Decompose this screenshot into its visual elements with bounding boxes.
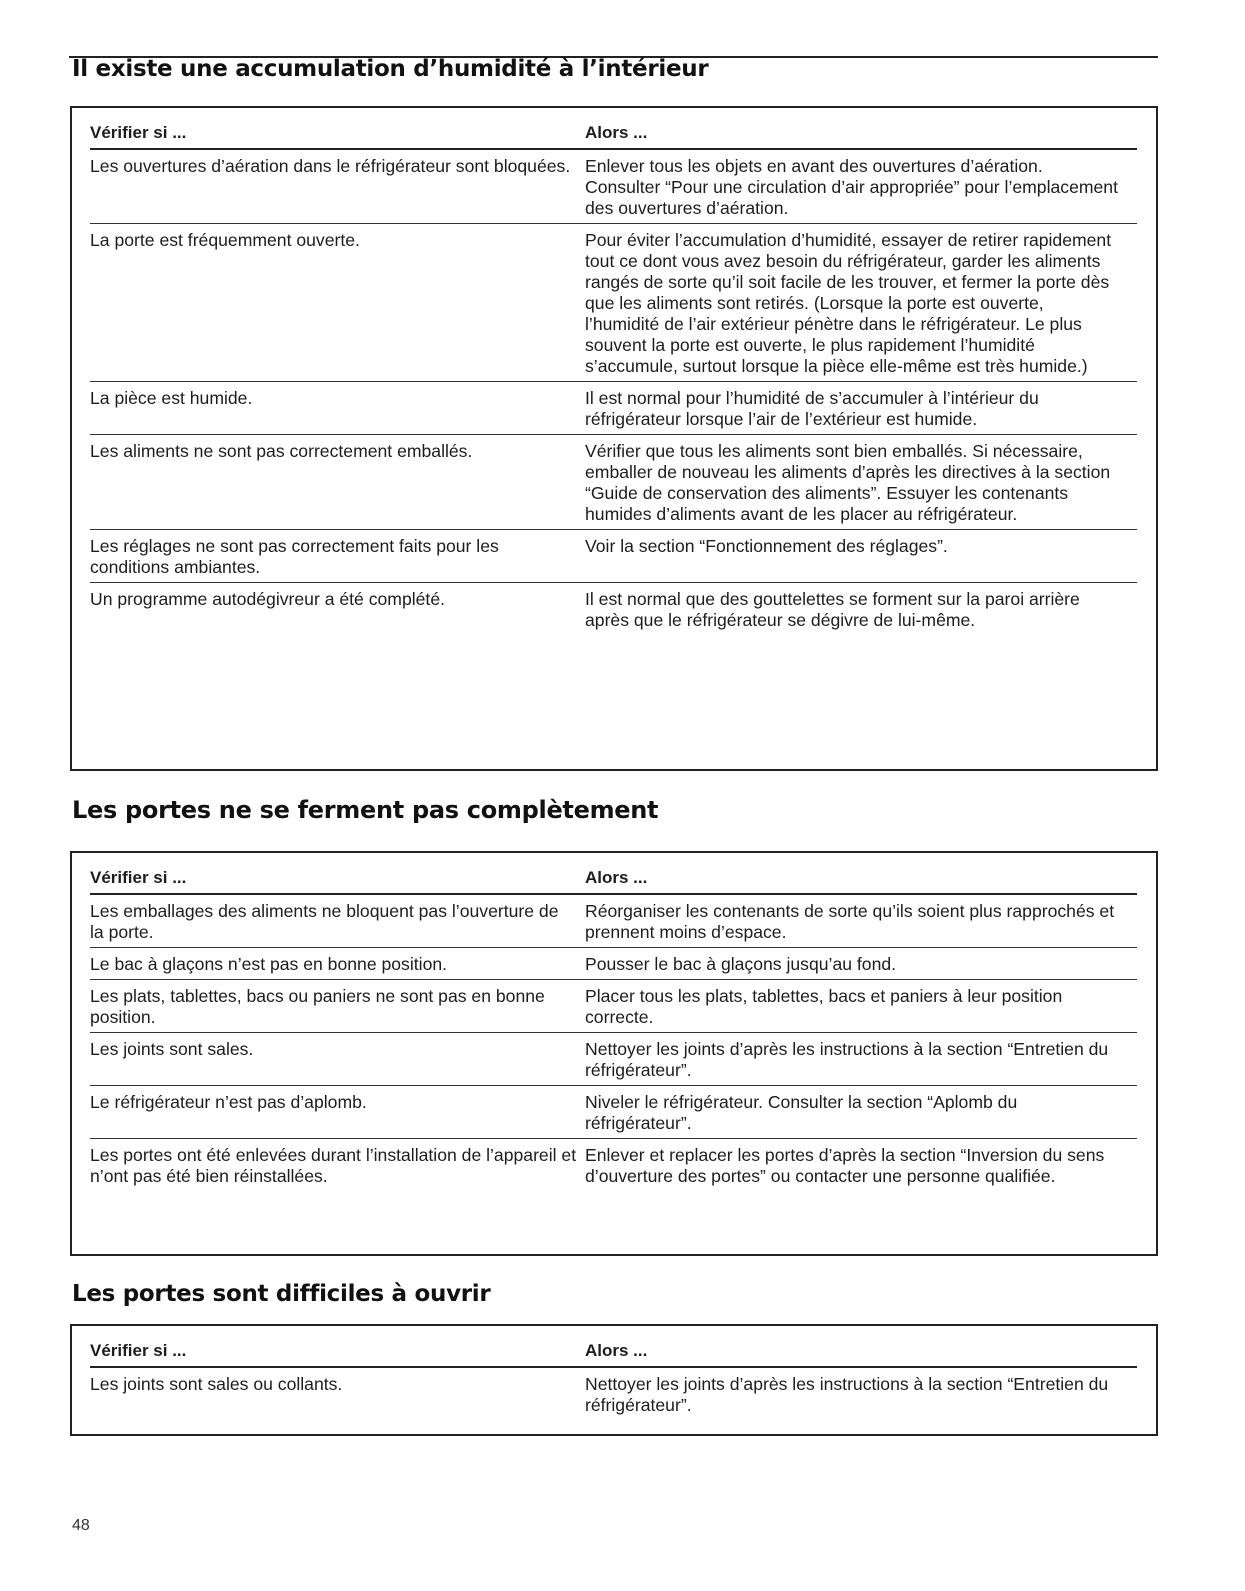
table-row: [90, 1139, 1137, 1191]
page-number: 48: [72, 1517, 90, 1534]
solution-cell: Placer tous les plats, tablettes, bacs et paniers à leur position correcte.: [585, 986, 1063, 1027]
solution-cell: Il est normal pour l’humidité de s’accumuler à l’intérieur du réfrigérateur lorsque l’air de l’extérieur est humide.: [585, 388, 1039, 429]
table-moisture: [70, 106, 1158, 771]
check-cell: Les joints sont sales.: [90, 1039, 254, 1059]
check-cell: Le réfrigérateur n’est pas d’aplomb.: [90, 1092, 367, 1112]
check-cell: La porte est fréquemment ouverte.: [90, 230, 360, 250]
check-cell: Le bac à glaçons n’est pas en bonne position.: [90, 954, 448, 974]
solution-cell: Il est normal que des gouttelettes se forment sur la paroi arrière après que le réfrigérateur se dégivre de lui-même.: [585, 589, 1080, 630]
table-header: [90, 861, 1137, 895]
header-then: Alors ...: [585, 1341, 648, 1360]
solution-cell: Réorganiser les contenants de sorte qu’ils soient plus rapprochés et prennent moins d’espace.: [585, 901, 1115, 942]
table-doors-not-closing: [70, 851, 1158, 1256]
section-title-moisture: Il existe une accumulation d’humidité à l’intérieur: [72, 56, 709, 82]
table-body: [90, 1368, 1137, 1420]
check-cell: Les joints sont sales ou collants.: [90, 1374, 343, 1394]
solution-cell: Pousser le bac à glaçons jusqu’au fond.: [585, 954, 897, 974]
troubleshooting-table: [90, 861, 1137, 1191]
troubleshooting-table: [90, 1334, 1137, 1420]
header-check: Vérifier si ...: [90, 868, 187, 887]
table-doors-hard-to-open: [70, 1324, 1158, 1436]
solution-cell: Pour éviter l’accumulation d’humidité, essayer de retirer rapidement tout ce dont vous avez besoin du réfrigérateur, garder les aliments rangés de sorte qu’il soit facile de les trouver, et fermer la porte dès que les aliments sont retirés. (Lorsque la porte est ouverte, l’humidité de l’air extérieur pénètre dans le réfrigérateur. Le plus souvent la porte est ouverte, le plus rapidement l’humidité s’accumule, surtout lorsque la pièce elle-même est très humide.): [585, 230, 1112, 376]
check-cell: Les emballages des aliments ne bloquent pas l’ouverture de la porte.: [90, 901, 559, 942]
solution-cell: Nettoyer les joints d’après les instructions à la section “Entretien du réfrigérateur”.: [585, 1374, 1109, 1415]
table-row: [90, 435, 1137, 530]
check-cell: Les ouvertures d’aération dans le réfrigérateur sont bloquées.: [90, 156, 571, 176]
solution-cell: Enlever et replacer les portes d’après la section “Inversion du sens d’ouverture des portes” ou contacter une personne qualifiée.: [585, 1145, 1105, 1186]
solution-cell: Enlever tous les objets en avant des ouvertures d’aération. Consulter “Pour une circulation d’air appropriée” pour l’emplacement des ouvertures d’aération.: [585, 156, 1118, 218]
table-row: [90, 1368, 1137, 1420]
solution-cell: Voir la section “Fonctionnement des réglages”.: [585, 536, 948, 556]
table-row: [90, 382, 1137, 435]
section-title-doors-not-closing: Les portes ne se ferment pas complètement: [72, 796, 659, 824]
table-row: [90, 1086, 1137, 1139]
check-cell: Les portes ont été enlevées durant l’installation de l’appareil et n’ont pas été bien réinstallées.: [90, 1145, 577, 1186]
table-row: [90, 583, 1137, 635]
solution-cell: Niveler le réfrigérateur. Consulter la section “Aplomb du réfrigérateur”.: [585, 1092, 1018, 1133]
table-row: [90, 980, 1137, 1033]
table-header: [90, 1334, 1137, 1368]
table-row: [90, 895, 1137, 948]
table-row: [90, 224, 1137, 382]
table-row: [90, 1033, 1137, 1086]
header-check: Vérifier si ...: [90, 123, 187, 142]
check-cell: La pièce est humide.: [90, 388, 253, 408]
header-then: Alors ...: [585, 868, 648, 887]
header-check: Vérifier si ...: [90, 1341, 187, 1360]
table-row: [90, 150, 1137, 224]
troubleshooting-table: [90, 116, 1137, 635]
check-cell: Les aliments ne sont pas correctement emballés.: [90, 441, 473, 461]
table-row: [90, 948, 1137, 980]
header-then: Alors ...: [585, 123, 648, 142]
check-cell: Un programme autodégivreur a été complété.: [90, 589, 445, 609]
table-body: [90, 150, 1137, 635]
solution-cell: Vérifier que tous les aliments sont bien emballés. Si nécessaire, emballer de nouveau les aliments d’après les directives à la section “Guide de conservation des aliments”. Essuyer les contenants humides d’aliments avant de les placer au réfrigérateur.: [585, 441, 1111, 524]
table-header: [90, 116, 1137, 150]
table-body: [90, 895, 1137, 1191]
check-cell: Les réglages ne sont pas correctement faits pour les conditions ambiantes.: [90, 536, 499, 577]
check-cell: Les plats, tablettes, bacs ou paniers ne sont pas en bonne position.: [90, 986, 545, 1027]
table-row: [90, 530, 1137, 583]
section-title-doors-hard-to-open: Les portes sont difficiles à ouvrir: [72, 1281, 491, 1307]
solution-cell: Nettoyer les joints d’après les instructions à la section “Entretien du réfrigérateur”.: [585, 1039, 1109, 1080]
